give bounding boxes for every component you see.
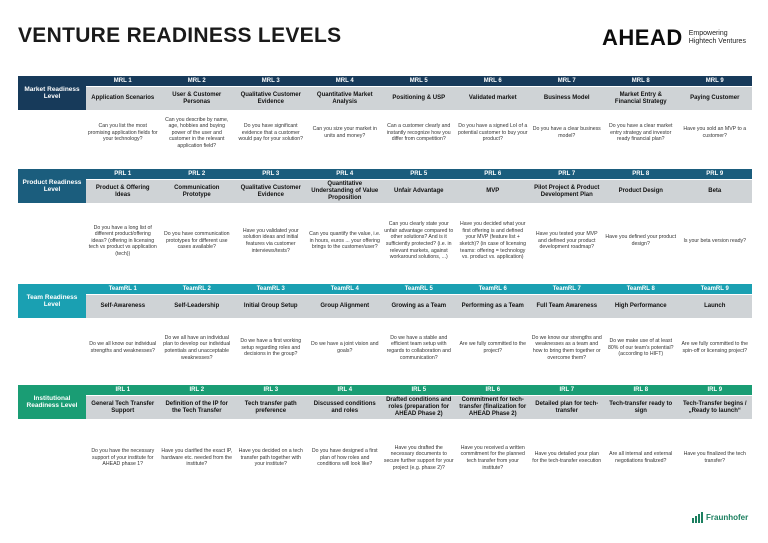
level-name: High Performance [604, 295, 678, 318]
level-code: PRL 9 [678, 169, 752, 179]
level-code: TeamRL 5 [382, 284, 456, 294]
level-code: IRL 8 [604, 385, 678, 395]
section-market [18, 76, 750, 154]
level-name: Self-Awareness [86, 295, 160, 318]
level-code: PRL 1 [86, 169, 160, 179]
page-title: VENTURE READINESS LEVELS [18, 24, 342, 47]
level-code: TeamRL 3 [234, 284, 308, 294]
level-name: Group Alignment [308, 295, 382, 318]
level-code: PRL 4 [308, 169, 382, 179]
level-name: Self-Leadership [160, 295, 234, 318]
level-name: Initial Group Setup [234, 295, 308, 318]
brand [602, 26, 746, 50]
level-name: Drafted conditions and roles (preparation for AHEAD Phase 2) [382, 396, 456, 419]
level-code: MRL 6 [456, 76, 530, 86]
level-name: Discussed conditions and roles [308, 396, 382, 419]
level-question: Can you quantify the value, i.e. in hours, euros ... your offering brings to the customer/user? [309, 231, 381, 251]
level-name: Definition of the IP for the Tech Transfer [160, 396, 234, 419]
level-code: PRL 8 [604, 169, 678, 179]
level-question: Have you decided what your first offering is and defined your MVP (feature list + sketch)? (in case of licensing teams: offering = technology vs. product vs. application) [459, 221, 527, 261]
level-code: TeamRL 8 [604, 284, 678, 294]
level-code: MRL 1 [86, 76, 160, 86]
level-question: Have you defined your product design? [605, 234, 677, 247]
level-name: Product Design [604, 180, 678, 203]
level-name: User & Customer Personas [160, 87, 234, 110]
level-name: Quantitative Understanding of Value Proposition [308, 180, 382, 203]
level-name: Product & Offering Ideas [86, 180, 160, 203]
level-name: Detailed plan for tech-transfer [530, 396, 604, 419]
level-code: IRL 9 [678, 385, 752, 395]
level-name: Full Team Awareness [530, 295, 604, 318]
level-question: Do you have a signed LoI of a potential customer to buy your product? [458, 123, 528, 143]
level-name: MVP [456, 180, 530, 203]
level-question: Can you list the most promising application fields for your technology? [87, 123, 158, 143]
level-question: Do we know our strengths and weaknesses as a team and how to bring them together or overcome them? [531, 334, 602, 361]
level-question: Do you have significant evidence that a customer would pay for your solution? [238, 123, 304, 143]
level-name: Communication Prototype [160, 180, 234, 203]
level-code: MRL 2 [160, 76, 234, 86]
level-name: Performing as a Team [456, 295, 530, 318]
level-code: MRL 4 [308, 76, 382, 86]
level-question: Do we all know our individual strengths and weaknesses? [89, 341, 157, 354]
level-question: Have you clarified the exact IP, hardware etc. needed from the institute? [161, 448, 233, 468]
level-code: TeamRL 6 [456, 284, 530, 294]
level-code: IRL 4 [308, 385, 382, 395]
level-question: Have you finalized the tech transfer? [683, 451, 746, 464]
level-name: Business Model [530, 87, 604, 110]
level-code: TeamRL 1 [86, 284, 160, 294]
level-name: Application Scenarios [86, 87, 160, 110]
level-question: Do you have communication prototypes for different use cases available? [164, 231, 230, 251]
level-question: Have you detailed your plan for the tech-transfer execution [532, 451, 602, 464]
level-question: Do we have a first working setup regarding roles and decisions in the group? [240, 338, 302, 358]
level-code: TeamRL 9 [678, 284, 752, 294]
level-question: Have you received a written commitment for the planned tech transfer from your institute? [460, 444, 525, 471]
level-code: PRL 5 [382, 169, 456, 179]
level-name: Paying Customer [678, 87, 752, 110]
level-question: Have you sold an MVP to a customer? [683, 126, 747, 139]
level-code: PRL 7 [530, 169, 604, 179]
level-name: Growing as a Team [382, 295, 456, 318]
level-name: Unfair Advantage [382, 180, 456, 203]
level-code: IRL 7 [530, 385, 604, 395]
level-question: Are we fully committed to the spin-off or licensing project? [681, 341, 749, 354]
level-question: Do we make use of at least 80% of our team's potential? (according to HIFT) [607, 338, 674, 358]
level-question: Do you have a clear market entry strategy and investor ready financial plan? [609, 123, 673, 143]
section-team [18, 284, 750, 379]
level-question: Do you have the necessary support of your institute for AHEAD phase 1? [91, 448, 155, 468]
level-question: Can a customer clearly and instantly recognize how you differ from competition? [386, 123, 451, 143]
level-question: Have you validated your solution ideas and initial features via customer interviews/tests? [242, 227, 299, 254]
level-question: Have you drafted the necessary documents to secure further support for your project (e.g. phase 2)? [383, 444, 454, 471]
level-code: IRL 2 [160, 385, 234, 395]
section-institutional [18, 385, 750, 488]
level-name: General Tech Transfer Support [86, 396, 160, 419]
section-product [18, 169, 750, 277]
level-code: PRL 3 [234, 169, 308, 179]
level-question: Do you have a clear business model? [532, 126, 601, 139]
level-code: PRL 2 [160, 169, 234, 179]
level-question: Can you clearly state your unfair advantage compared to other solutions? And is it sufficiently protected? (i.e. in relevant markets, against workaround solutions, ...) [384, 221, 454, 261]
section-label: Market Readiness Level [18, 76, 86, 110]
ahead-logo: AHEAD [602, 25, 683, 50]
level-question: Have you decided on a tech transfer path together with your institute? [238, 448, 303, 468]
level-code: TeamRL 4 [308, 284, 382, 294]
level-code: MRL 9 [678, 76, 752, 86]
section-label: Institutional Readiness Level [18, 385, 86, 419]
level-name: Tech-Transfer begins / „Ready to launch“ [678, 396, 752, 419]
level-code: MRL 7 [530, 76, 604, 86]
section-label: Product Readiness Level [18, 169, 86, 203]
brand-tagline [689, 30, 746, 47]
level-name: Quantitative Market Analysis [308, 87, 382, 110]
level-question: Are all internal and external negotiations finalized? [609, 451, 673, 464]
level-name: Validated market [456, 87, 530, 110]
level-name: Tech transfer path preference [234, 396, 308, 419]
level-question: Do you have designed a first plan of how roles and conditions will look like? [311, 448, 378, 468]
level-question: Are we fully committed to the project? [459, 341, 527, 354]
level-name: Beta [678, 180, 752, 203]
level-code: TeamRL 2 [160, 284, 234, 294]
level-name: Launch [678, 295, 752, 318]
level-name: Market Entry & Financial Strategy [604, 87, 678, 110]
level-code: PRL 6 [456, 169, 530, 179]
level-name: Qualitative Customer Evidence [234, 87, 308, 110]
level-question: Can you describe by name, age, hobbies and buying power of the user and customer in the relevant application field? [165, 116, 229, 149]
level-code: IRL 5 [382, 385, 456, 395]
level-question: Can you size your market in units and money? [312, 126, 377, 139]
level-name: Qualitative Customer Evidence [234, 180, 308, 203]
level-name: Positioning & USP [382, 87, 456, 110]
level-code: MRL 8 [604, 76, 678, 86]
fraunhofer-logo-text: Fraunhofer [706, 513, 749, 522]
level-question: Do we have a stable and efficient team setup with regards to collaboration and communication? [386, 334, 451, 361]
level-question: Do we have a joint vision and goals? [311, 341, 379, 354]
level-code: MRL 3 [234, 76, 308, 86]
fraunhofer-logo [692, 512, 748, 523]
level-question: Have you tested your MVP and defined your product development roadmap? [535, 231, 598, 251]
level-question: Do we all have an individual plan to develop our individual potentials and unacceptable weaknesses? [163, 334, 231, 361]
brand-tagline-line-1: Empowering [688, 29, 728, 37]
level-question: Do you have a long list of different product/offering ideas? (offering in licensing tech vs product vs application (tech)) [88, 224, 157, 257]
level-question: Is your beta version ready? [683, 237, 747, 244]
level-code: MRL 5 [382, 76, 456, 86]
level-name: Tech-transfer ready to sign [604, 396, 678, 419]
fraunhofer-mark-icon [692, 512, 703, 523]
level-code: IRL 3 [234, 385, 308, 395]
level-code: IRL 1 [86, 385, 160, 395]
section-label: Team Readiness Level [18, 284, 86, 318]
level-name: Pilot Project & Product Development Plan [530, 180, 604, 203]
level-code: TeamRL 7 [530, 284, 604, 294]
brand-tagline-line-2: Hightech Ventures [688, 38, 746, 45]
level-code: IRL 6 [456, 385, 530, 395]
level-name: Commitment for tech-transfer (finalization for AHEAD Phase 2) [456, 396, 530, 419]
